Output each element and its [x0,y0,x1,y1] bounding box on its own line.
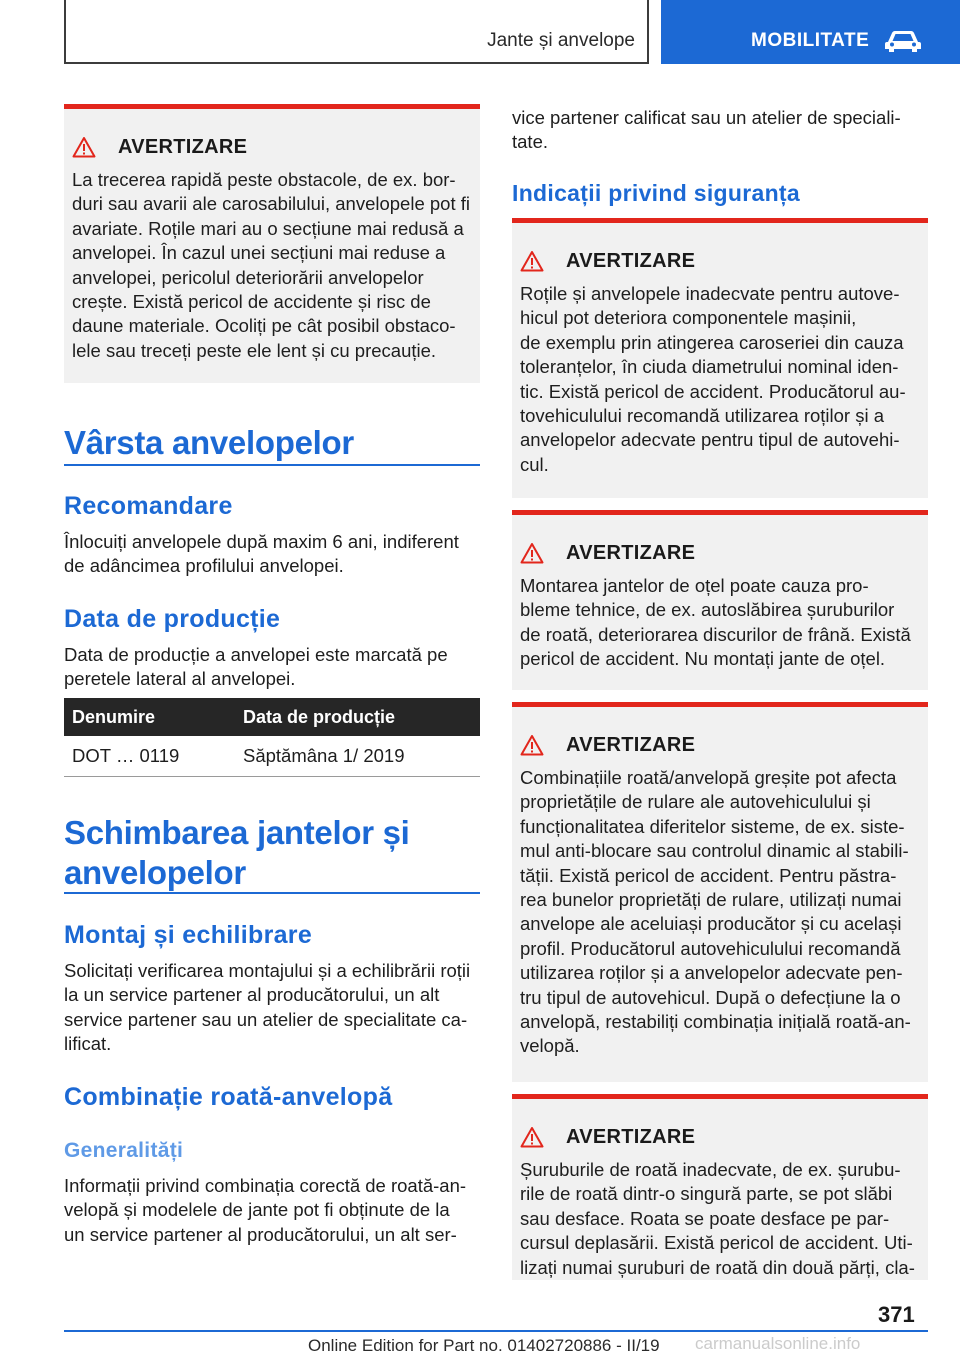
warning-title: AVERTIZARE [566,541,696,564]
table-cell: Săptămâna 1/ 2019 [235,736,480,776]
warning-triangle-icon [72,136,96,158]
watermark[interactable]: carmanualsonline.info [695,1334,861,1353]
heading-rule [64,464,480,466]
text-line: toleranțelor, în ciuda diametrului nominal iden- [520,356,899,378]
warning-triangle-icon [520,1126,544,1148]
warning-triangle-icon [520,542,544,564]
heading-line: Schimbarea jantelor și [64,814,410,851]
text-line: velopă. [520,1035,580,1057]
text-line: Combinațiile roată/anvelopă greșite pot afecta [520,767,897,788]
column-header: Denumire [64,698,235,736]
production-date-text [64,643,480,692]
text-line: anvelopă, restabiliți combinația inițială roată-an- [520,1011,911,1033]
text-line: Înlocuiți anvelopele după maxim 6 ani, indiferent [64,531,459,552]
text-line: Șuruburile de roată inadecvate, de ex. șurubu- [520,1159,901,1180]
text-line: anvelopei. În cazul unei secțiuni mai reduse a [72,242,446,264]
text-line: daune materiale. Ocoliți pe cât posibil obstaco- [72,315,456,337]
header-section-tab[interactable] [661,0,960,64]
text-line: Data de producție a anvelopei este marcată pe [64,644,448,665]
text-line: la un service partener al producătorului, un alt [64,984,440,1006]
warning-text [520,766,924,1059]
text-line: lizați numai șuruburi de roată din două părți, cla- [520,1256,915,1278]
text-line: vice partener calificat sau un atelier de speciali- [512,107,901,128]
warning-title: AVERTIZARE [566,1125,696,1148]
text-line: utilizarea roților și a anvelopelor adecvate pen- [520,962,903,984]
warning-text [520,282,924,477]
heading-production-date: Data de producție [64,605,281,633]
text-line: crește. Există pericol de accidente și risc de [72,291,431,313]
warning-box-fast-obstacles [64,104,480,383]
text-line: duri sau avarii ale carosabilului, anvelopele pot fi [72,193,470,215]
column-header: Data de producție [235,698,480,736]
text-line: tic. Există pericol de accident. Producătorul au- [520,380,906,402]
text-line: un service partener al producătorului, un alt ser- [64,1223,457,1245]
warning-text [520,574,924,672]
heading-rule [64,892,480,894]
text-line: funcționalitatea diferitelor sisteme, de ex. siste- [520,815,905,837]
heading-line: anvelopelor [64,854,246,891]
warning-text [72,168,476,363]
heading-general: Generalități [64,1139,184,1162]
text-line: de adâncimea profilului anvelopei. [64,555,344,577]
text-line: sau desface. Roata se poate desface pe par- [520,1207,890,1229]
text-line: tății. Există pericol de accident. Pentru păstra- [520,864,897,886]
text-line: Montarea jantelor de oțel poate cauza pro- [520,575,869,596]
text-line: mul anti-blocare sau controlul dinamic al stabili- [520,840,909,862]
table-header-row [64,698,480,736]
text-line: proprietățile de rulare ale autovehiculului și [520,791,871,813]
warning-header [72,134,247,160]
warning-box-wrong-combination [512,702,928,1082]
text-line: rile de roată dintr-o singură parte, se pot slăbi [520,1183,893,1205]
text-line: avariate. Roțile mari au o secțiune mai redusă a [72,217,464,239]
text-line: anvelope ale aceluiași producător și cu același [520,913,902,935]
car-icon [883,28,923,54]
text-line: service partener sau un atelier de specialitate ca- [64,1008,468,1030]
warning-triangle-icon [520,734,544,756]
text-line: Solicitați verificarea montajului și a echilibrării roții [64,960,471,981]
warning-header [520,540,695,566]
table-cell: DOT … 0119 [64,736,235,776]
table-row [64,736,480,776]
warning-header [520,1124,695,1150]
warning-box-wheel-bolts [512,1094,928,1280]
text-line: cursul deplasării. Există pericol de accident. Uti- [520,1232,913,1254]
mounting-text [64,959,480,1057]
heading-tire-age: Vârsta anvelopelor [64,424,354,461]
text-line: tovehiculului recomandă utilizarea roților și a [520,405,885,427]
text-line: bleme tehnice, de ex. autoslăbirea șuruburilor [520,599,895,621]
text-line: lificat. [64,1033,112,1055]
text-line: pericol de accident. Nu montați jante de oțel. [520,648,886,670]
heading-changing-wheels [64,813,410,893]
section-label: MOBILITATE [751,30,870,51]
text-line: lele sau treceți peste ele lent și cu precauție. [72,339,437,361]
text-line: hicul pot deteriora componentele mașinii, [520,307,857,329]
heading-wheel-tire-combination: Combinație roată-anvelopă [64,1083,393,1111]
warning-header [520,732,695,758]
edition-text: Online Edition for Part no. 01402720886 - II/19 [308,1336,660,1355]
general-text [64,1174,480,1247]
footer-rule [64,1330,928,1332]
text-line: anvelopelor adecvate pentru tipul de autovehi- [520,429,900,451]
text-line: rea bunelor proprietăți de rulare, utilizați numai [520,889,902,911]
text-line: Informații privind combinația corectă de roată-an- [64,1175,467,1196]
text-line: velopă și modelele de jante pot fi obținute de la [64,1199,450,1221]
warning-title: AVERTIZARE [118,135,248,158]
text-line: de exemplu prin atingerea caroseriei din cauza [520,331,904,353]
heading-mounting: Montaj și echilibrare [64,921,313,949]
chapter-title: Jante și anvelope [487,30,635,51]
warning-box-steel-rims [512,510,928,690]
text-line: anvelopei, pericolul deteriorării anvelopelor [72,266,424,288]
text-line: Roțile și anvelopele inadecvate pentru autove- [520,283,900,304]
warning-text [520,1158,924,1280]
production-date-table [64,698,480,777]
recommendation-text [64,530,480,579]
warning-title: AVERTIZARE [566,733,696,756]
page-number: 371 [878,1302,915,1327]
text-line: cul. [520,453,549,475]
warning-title: AVERTIZARE [566,249,696,272]
warning-header [520,248,695,274]
text-line: profil. Producătorul autovehiculului recomandă [520,937,901,959]
continuation-text [512,106,928,155]
text-line: tate. [512,131,548,153]
warning-triangle-icon [520,250,544,272]
header-chapter-box [64,0,649,64]
text-line: de roată, deteriorarea discurilor de frână. Există [520,623,911,645]
text-line: peretele lateral al anvelopei. [64,668,296,690]
heading-safety: Indicații privind siguranța [512,180,800,206]
warning-box-inadequate-wheels [512,218,928,498]
text-line: tru tipul de autovehicul. După o defecțiune la o [520,986,901,1008]
text-line: La trecerea rapidă peste obstacole, de ex. bor- [72,169,456,190]
heading-recommendation: Recomandare [64,492,233,520]
